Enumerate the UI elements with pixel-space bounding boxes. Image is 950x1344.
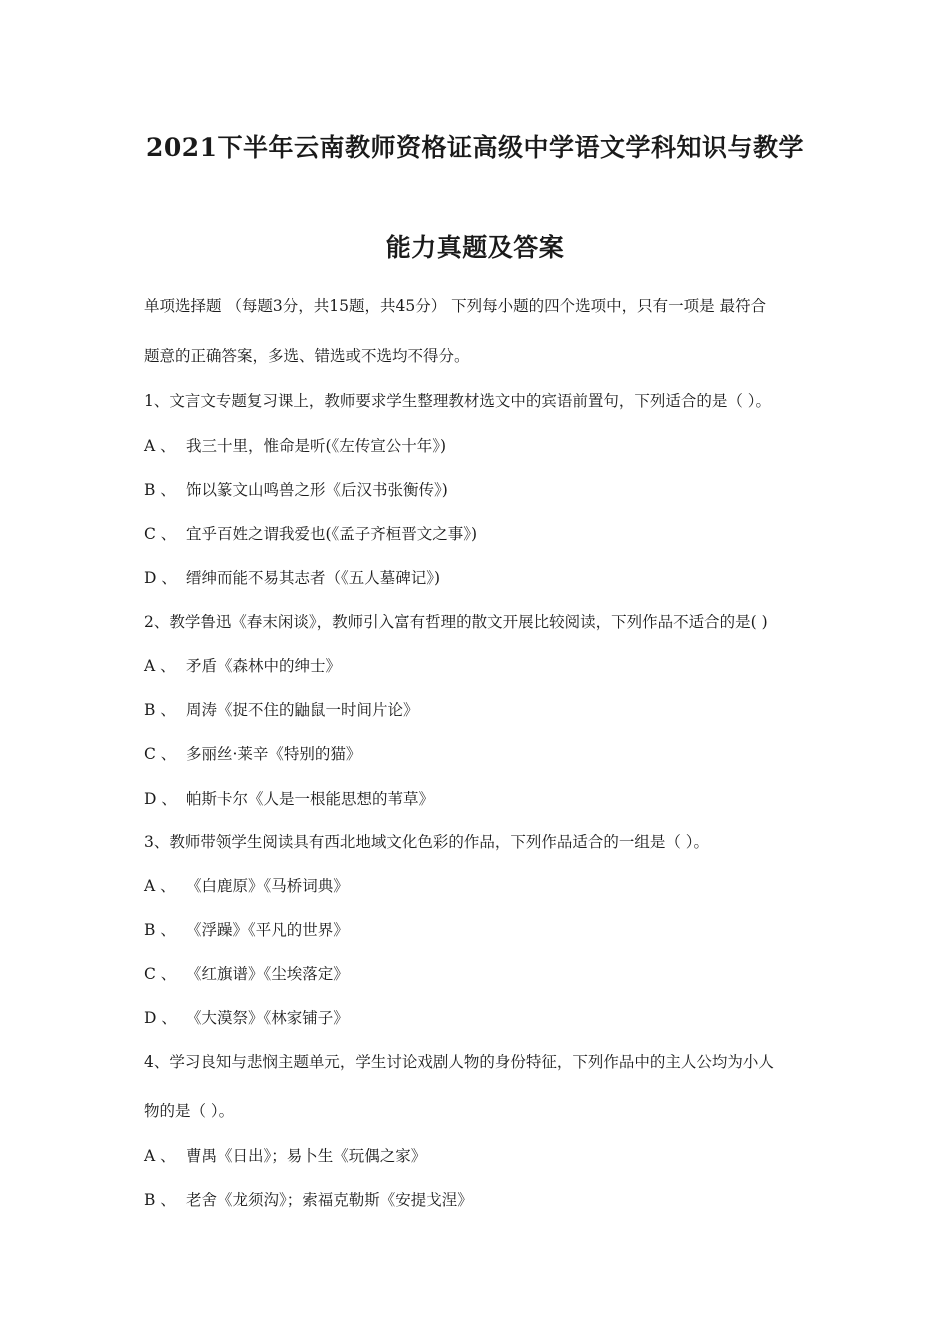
option-letter: C 、 — [144, 745, 177, 763]
option-letter: D 、 — [144, 1009, 177, 1027]
option-letter: A 、 — [144, 437, 176, 455]
question-1-option-c — [144, 524, 477, 544]
question-3-stem: 3、教师带领学生阅读具有西北地域文化色彩的作品，下列作品适合的一组是（ ）。 — [144, 833, 710, 851]
option-letter: B 、 — [144, 481, 176, 499]
instructions-line2: 题意的正确答案，多选、错选或不选均不得分。 — [144, 347, 470, 365]
question-3-option-d — [144, 1008, 349, 1028]
instructions-line1: 单项选择题 （每题3分，共15题，共45分） 下列每小题的四个选项中，只有一项是 最符合 — [144, 297, 767, 315]
option-letter: D 、 — [144, 569, 177, 587]
option-text: 多丽丝·莱辛《特别的猫》 — [186, 745, 362, 763]
question-2-option-c — [144, 744, 361, 764]
option-text: 帕斯卡尔《人是一根能思想的苇草》 — [186, 790, 435, 808]
question-3-option-a — [144, 876, 349, 896]
question-3-option-c — [144, 964, 349, 984]
document-title-line2: 能力真题及答案 — [385, 233, 565, 262]
option-letter: B 、 — [144, 701, 176, 719]
option-text: 《浮躁》《平凡的世界》 — [186, 921, 349, 939]
question-2-option-a — [144, 656, 341, 676]
question-4-stem-line2: 物的是（ ）。 — [144, 1102, 235, 1120]
option-letter: A 、 — [144, 1147, 176, 1165]
question-1-option-a — [144, 436, 446, 456]
option-text: 老舍《龙须沟》；索福克勒斯《安提戈涅》 — [186, 1191, 473, 1209]
option-text: 《白鹿原》《马桥词典》 — [186, 877, 349, 895]
question-4-stem-line1: 4、学习良知与悲悯主题单元，学生讨论戏剧人物的身份特征，下列作品中的主人公均为小人 — [144, 1053, 774, 1071]
question-2-option-d — [144, 789, 434, 809]
option-letter: B 、 — [144, 1191, 176, 1209]
option-letter: A 、 — [144, 657, 176, 675]
option-text: 周涛《捉不住的鼬鼠一时间片论》 — [186, 701, 419, 719]
question-1-option-d — [144, 568, 440, 588]
question-1-stem: 1、文言文专题复习课上，教师要求学生整理教材选文中的宾语前置句，下列适合的是（ ）。 — [144, 392, 772, 410]
option-letter: C 、 — [144, 525, 177, 543]
question-3-option-b — [144, 920, 349, 940]
option-letter: D 、 — [144, 790, 177, 808]
option-text: 曹禺《日出》；易卜生《玩偶之家》 — [186, 1147, 427, 1165]
option-letter: B 、 — [144, 921, 176, 939]
question-1-option-b — [144, 480, 448, 500]
document-title-line1: 2021下半年云南教师资格证高级中学语文学科知识与教学 — [145, 133, 805, 162]
option-text: 《红旗谱》《尘埃落定》 — [186, 965, 349, 983]
question-4-option-b — [144, 1190, 473, 1210]
option-text: 《大漠祭》《林家铺子》 — [186, 1009, 349, 1027]
question-4-option-a — [144, 1146, 426, 1166]
option-text: 饰以篆文山鸣兽之形《后汉书张衡传》) — [186, 481, 448, 499]
option-text: 我三十里，惟命是听(《左传宣公十年》) — [186, 437, 447, 455]
option-letter: A 、 — [144, 877, 176, 895]
option-text: 矛盾《森林中的绅士》 — [186, 657, 342, 675]
option-text: 宜乎百姓之谓我爱也(《孟子齐桓晋文之事》) — [186, 525, 478, 543]
question-2-option-b — [144, 700, 419, 720]
option-letter: C 、 — [144, 965, 177, 983]
option-text: 缙绅而能不易其志者（《五人墓碑记》) — [186, 569, 441, 587]
question-2-stem: 2、教学鲁迅《春末闲谈》，教师引入富有哲理的散文开展比较阅读，下列作品不适合的是( ) — [144, 613, 768, 631]
